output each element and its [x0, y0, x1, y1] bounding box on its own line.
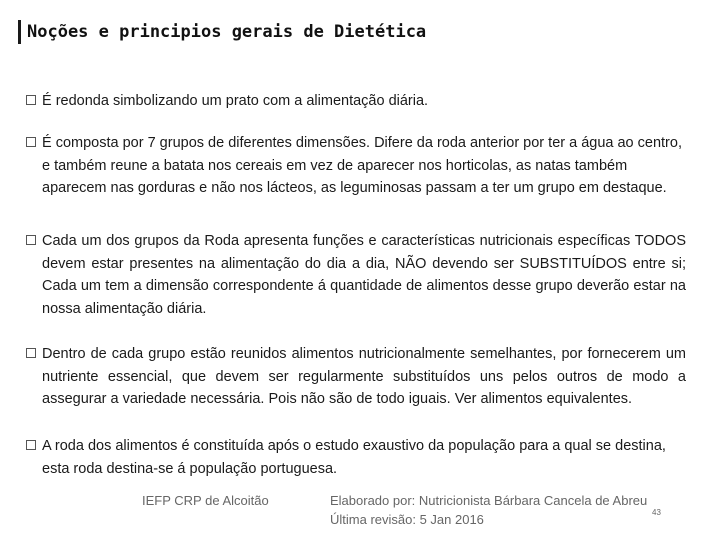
bullet-item: [26, 132, 686, 200]
bullet-item: [26, 90, 686, 113]
square-bullet-icon: [26, 137, 36, 147]
bullet-item: [26, 343, 686, 411]
footer-author: Elaborado por: Nutricionista Bárbara Cancela de Abreu: [330, 493, 648, 508]
bullet-text: Cada um dos grupos da Roda apresenta funções e características nutricionais específicas TODOS devem estar presentes na alimentação do dia a dia, NÃO devendo ser SUBSTITUÍDOS entre si; Cada um tem a dimensão correspondente á quantidade de alimentos desse grupo deverão estar na nossa alimentação diária.: [42, 233, 686, 317]
page-number: 43: [652, 508, 661, 517]
bullet-text: Dentro de cada grupo estão reunidos alimentos nutricionalmente semelhantes, por fornecerem um nutriente essencial, que devem ser regularmente substituídos uns pelos outros de modo a assegurar a variedade necessária. Pois não são de todo iguais. Ver alimentos equivalentes.: [42, 346, 686, 407]
square-bullet-icon: [26, 440, 36, 450]
square-bullet-icon: [26, 348, 36, 358]
bullet-text: A roda dos alimentos é constituída após o estudo exaustivo da população para a qual se destina, esta roda destina-se á população portuguesa.: [42, 438, 666, 477]
bullet-item: [26, 230, 686, 320]
bullet-text: É redonda simbolizando um prato com a alimentação diária.: [42, 93, 429, 109]
square-bullet-icon: [26, 235, 36, 245]
square-bullet-icon: [26, 95, 36, 105]
slide-title: Noções e principios gerais de Dietética: [18, 20, 426, 44]
bullet-item: [26, 435, 686, 480]
bullet-text: É composta por 7 grupos de diferentes dimensões. Difere da roda anterior por ter a água ao centro, e também reune a batata nos cereais em vez de aparecer nos horticolas, as natas também aparecem nas gorduras e não nos lácteos, as leguminosas passam a ter um grupo em destaque.: [42, 135, 682, 196]
footer-institution: IEFP CRP de Alcoitão: [142, 493, 269, 508]
footer-credits: [330, 491, 647, 529]
footer-revision: Última revisão: 5 Jan 2016: [330, 512, 484, 527]
